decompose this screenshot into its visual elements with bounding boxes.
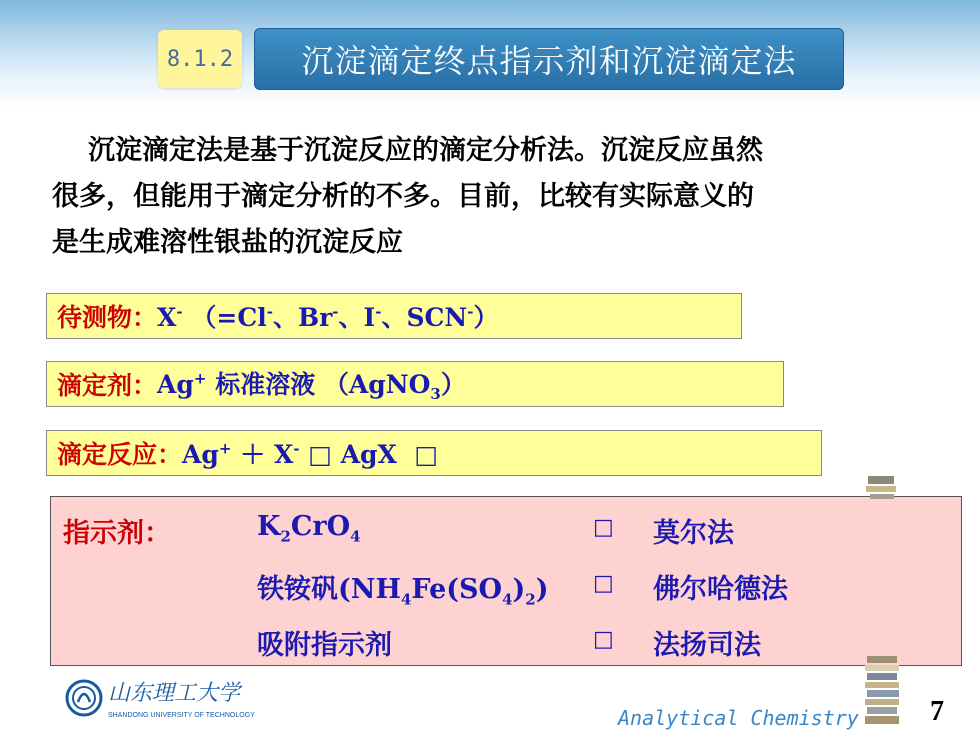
page-number: 7	[930, 696, 944, 727]
indicator-method: 莫尔法	[653, 518, 734, 549]
titrant-box	[46, 361, 784, 407]
indicator-agent: $K_2CrO_4$	[257, 511, 361, 546]
reaction-box	[46, 430, 822, 476]
svg-text:SHANDONG UNIVERSITY OF TECHNOL: SHANDONG UNIVERSITY OF TECHNOLOGY	[108, 712, 255, 719]
intro-line-3: 是生成难溶性银盐的沉淀反应	[52, 227, 403, 258]
analyte-value: X- （=Cl-、Br-、I-、SCN-）	[157, 302, 499, 332]
analyte-box	[46, 293, 742, 339]
indicators-label: 指示剂：	[63, 518, 171, 549]
indicator-method: 法扬司法	[653, 630, 761, 661]
analyte-label: 待测物：	[57, 303, 158, 332]
page-title: 沉淀滴定终点指示剂和沉淀滴定法	[254, 28, 844, 90]
course-title: Analytical Chemistry	[618, 706, 859, 730]
indicator-arrow: □	[593, 627, 614, 652]
university-logo	[64, 676, 274, 726]
indicators-box	[50, 496, 962, 666]
reaction-label: 滴定反应：	[57, 440, 183, 469]
svg-text:山东理工大学: 山东理工大学	[108, 681, 241, 706]
indicator-arrow: □	[593, 515, 614, 540]
intro-paragraph	[52, 128, 932, 266]
titrant-label: 滴定剂：	[57, 371, 158, 400]
reaction-equation: Ag+ ＋ X- □ AgX □	[182, 439, 438, 469]
indicator-method: 佛尔哈德法	[653, 574, 788, 605]
indicator-agent: 吸附指示剂	[257, 630, 392, 661]
titrant-value: Ag+ 标准溶液 （AgNO$_3$）	[157, 369, 466, 403]
book-stack-icon	[862, 470, 902, 730]
indicator-agent: 铁铵矾$(NH_4Fe(SO_4)_2)$	[257, 574, 549, 609]
intro-line-2: 很多，但能用于滴定分析的不多。目前，比较有实际意义的	[52, 181, 754, 212]
indicator-arrow: □	[593, 571, 614, 596]
section-number: 8.1.2	[158, 30, 242, 88]
intro-line-1: 沉淀滴定法是基于沉淀反应的滴定分析法。沉淀反应虽然	[88, 135, 763, 166]
